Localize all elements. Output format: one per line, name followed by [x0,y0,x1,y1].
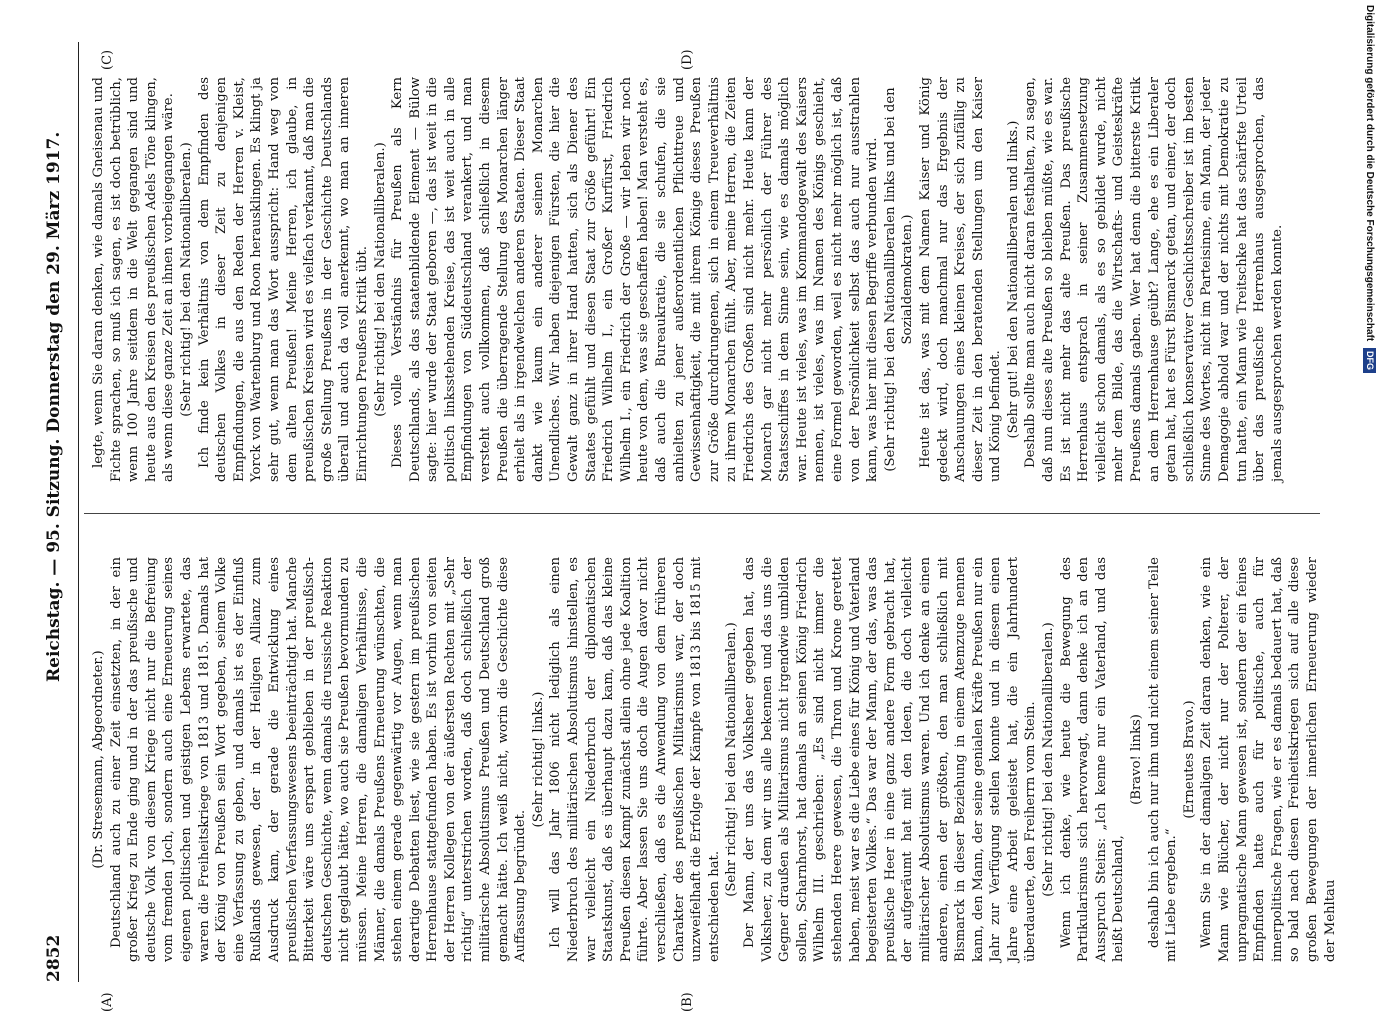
margin-mark-b: (B) [680,992,695,1012]
paragraph: (Erneutes Bravo.) [1181,700,1197,819]
paragraph: Dieses volle Verständnis für Preußen als Kern Deutschlands, als das staatenbildende Element — Bülow sagte: hier wurde der Staat geboren —, das ist weit in die politisch linksstehenden Kreise, das ist weit auch in alle Empfindungen von Süddeutschland verankert, und man versteht auch vollkommen, daß schließlich in diesem Preußen die überragende Stellung des Monarchen länger erhielt als in irgendwelchen anderen Staaten. Dieser Staat dankt wie kaum ein anderer seinen Monarchen Unendliches. Wir haben diejenigen Fürsten, die hier die Gewalt ganz in ihrer Hand hatten, sich als Diener des Staates gefühlt und diesen Staat zur Größe geführt! Ein Friedrich Wilhelm I., ein Großer Kurfürst, Friedrich Wilhelm I., ein Friedrich der Große — wir leben wir noch heute von dem, was sie geschaffen haben! Man versteht es, daß auch die Bureaukratie, die sie schufen, die sie anhielten zu jener außerordentlichen Pflichttreue und Gewissenhaftigkeit, die mit ihrem Könige dieses Preußen zur Größe durchdrungenen, sich in einem Treueverhältnis zu ihrem Monarchen fühlt. Aber, meine Herren, die Zeiten Friedrichs des Großen sind nicht mehr. Heute kann der Monarch gar nicht mehr persönlich der Führer des Staatsschiffes in dem Sinne sein, wie es damals möglich war. Heute ist vieles, was im Kommandogewalt des Kaisers nennen, ist vieles, was im Namen des Königs geschieht, eine Formel geworden, weil es nicht mehr möglich ist, daß von der Persönlichkeit selbst das auch nur ausstrahlen kann, was hier mit diesen Begriffe verbunden wird. [390,77,881,482]
page-title: Reichstag. — 95. Sitzung. Donnerstag den 29. März 1917. [44,131,64,682]
paragraph: (Sehr richtig! bei den Nationalliberalen.) [178,142,194,417]
dfg-sidebar [1360,5,1378,995]
paragraph: Heute ist das, was mit dem Namen Kaiser und König gedeckt wird, doch manchmal nur das Ergebnis der Anschauungen eines kleinen Kreises, der sich zufällig zu dieser Zeit in den beratenden Stellungen um den Kaiser und König befindet. [917,77,1004,482]
paragraph: (Sehr richtig! links.) [530,691,546,828]
rotated-text-block [40,42,1338,1012]
margin-mark-a: (A) [100,992,115,1012]
dfg-credit-text: Digitalisierung gefördert durch die Deutsche Forschungsgemeinschaft [1364,5,1375,342]
paragraph: Wenn Sie in der damaligen Zeit daran denken, wie ein Mann wie Blücher, der nicht nur der Polterer, der unpragmatische Mann gewesen ist, sondern der ein feines Empfinden hatte auch für politische, auch für innerpolitische Fragen, wie er es damals bedauert hat, daß so bald nach diesen Freiheitskriegen sich auf alle diese großen Bewegungen der innerlichen Erneuerung wieder der Mehltau [1199,557,1338,962]
paragraph: (Sehr gut! bei den Nationalliberalen und links.) [1005,120,1021,439]
paragraph: (Sehr richtig! bei den Nationalliberalen.) [1041,622,1057,897]
margin-mark-c: (C) [100,49,115,70]
paragraph: Deshalb sollte man auch nicht daran festhalten, zu sagen, daß nun dieses alte Preußen so bleiben müßte, wie es war. Es ist nicht mehr das alte Preußen. Das preußische Herrenhaus entsprach in seiner Zusammensetzung vielleicht schon damals, als es so gebildet wurde, nicht mehr dem Bilde, das die Wirtschafts- und Geisteskräfte Preußens damals gaben. Wer hat denn die bitterste Kritik an dem Herrenhause geübt? Lange, ehe es ein Liberaler getan hat, hat es Fürst Bismarck getan, und einer, der doch schließlich konservativer Geschichtsschreiber ist im besten Sinne des Wortes, nicht im Parteisinne, ein Mann, der jeder Demagogie abhold war und der nichts mit Demokratie zu tun hatte, ein Mann wie Treitschke hat das schärfste Urteil über das preußische Herrenhaus ausgesprochen, das jemals ausgesprochen werden konnte. [1023,77,1285,482]
margin-mark-d: (D) [680,49,695,70]
paragraph: Deutschland auch zu einer Zeit einsetzten, in der ein großer Krieg zu Ende ging und in der das preußische und deutsche Volk von diesem Kriege nicht nur die Befreiung vom fremden Joch, sondern auch eine Erneuerung seines eigenen politischen und geistigen Lebens erwartete, das waren die Freiheitskriege von 1813 und 1815. Damals hat der König von Preußen sein Wort gegeben, seinem Volke eine Verfassung zu geben, und damals ist es der Einfluß Rußlands gewesen, der in der Heiligen Allianz zum Ausdruck kam, der gerade die Entwicklung eines preußischen Verfassungswesens beeinträchtigt hat. Manche Bitterkeit wäre uns erspart geblieben in der preußisch-deutschen Geschichte, wenn damals die russische Reaktion nicht geglaubt hätte, wo auch sie Preußen bevormunden zu müssen. Meine Herren, die damaligen Verhältnisse, die Männer, die damals Preußens Erneuerung wünschten, die stehen einem gerade gegenwärtig vor Augen, wenn man derartige Debatten liest, wie sie gestern im preußischen Herrenhause stattgefunden haben. Es ist vorhin von seiten der Herren Kollegen von der äußersten Rechten mit „Sehr richtig“ unterstrichen worden, daß doch schließlich der militärische Absolutismus Preußen und Deutschland groß gemacht hätte. Ich weiß nicht, worin die Geschichte diese Auffassung begründet. [108,557,529,962]
paragraph: deshalb bin ich auch nur ihm und nicht einem seiner Teile mit Liebe ergeben.“ [1146,557,1180,962]
paragraph: (Sehr richtig! bei den Nationalliberalen.) [724,622,740,897]
column-divider [84,513,1320,514]
dfg-credit [1360,5,1378,995]
paragraph: (Bravo! links) [1129,714,1145,805]
paragraph: (Sehr richtig! bei den Nationalliberalen links und bei den Sozialdemokraten.) [882,87,916,472]
page-header [40,42,74,982]
paragraph: (Sehr richtig! bei den Nationalliberalen.) [372,142,388,417]
header-rule [78,42,79,982]
left-column [90,557,1339,962]
paragraph: (Dr. Stresemann, Abgeordneter.) [91,650,106,869]
right-column [90,77,1286,482]
paragraph: Ich will das Jahr 1806 nicht lediglich als einen Niederbruch des militärischen Absolutismus hinstellen, es war vielleicht ein Niederbruch der diplomatischen Staatskunst, daß es überhaupt dazu kam, daß das kleine Preußen diesen Kampf zunächst allein ohne jede Koalition führte. Aber lassen Sie uns doch die Augen davor nicht verschließen, daß es die Anwendung von dem früheren Charakter des preußischen Militarismus war, der doch unzweifelhaft die Erfolge der Kämpfe von 1813 bis 1815 mit entschieden hat. [548,557,722,962]
paragraph: legte, wenn Sie daran denken, wie damals Gneisenau und Fichte sprachen, so muß ich sagen, es ist doch betrüblich, wenn 100 Jahre seitdem in die Welt gegangen sind und heute aus den Kreisen des preußischen Adels Töne klingen, als wenn diese ganze Zeit an ihnen vorbeigegangen wäre. [91,77,177,482]
paragraph: Ich finde kein Verhältnis von dem Empfinden des deutschen Volkes in dieser Zeit zu denjenigen Empfindungen, die aus den Reden der Herren v. Kleist, Yorck von Wartenburg und Roon herausklingen. Es klingt ja sehr gut, wenn man das Wort ausspricht: Hand weg von dem alten Preußen! Meine Herren, ich glaube, in preußischen Kreisen wird es vielfach verkannt, daß man die große Stellung Preußens in der Geschichte Deutschlands überall und auch da voll anerkennt, wo man an inneren Einrichtungen Preußens Kritik übt. [196,77,370,482]
dfg-logo: DFG [1363,348,1376,373]
paragraph: Der Mann, der uns das Volksheer gegeben hat, das Volksheer, zu dem wir uns alle bekennen und das uns die Gegner draußen als Militarismus nicht irgendwie umbilden sollen, Scharnhorst, hat damals an seinen König Friedrich Wilhelm III. geschrieben: „Es sind nicht immer die stehenden Heere gewesen, die Thron und Krone gerettet haben, meist war es die Liebe eines für König und Vaterland begeisterten Volkes.“ Das war der Mann, der das, was das preußische Heer in eine ganz andere Form gebracht hat, der aufgeräumt hat mit den Ideen, die doch vielleicht militärischer Absolutismus waren. Und ich denke an einen anderen, einen der größten, den man schließlich mit Bismarck in dieser Beziehung in einem Atemzuge nennen kann, den Mann, der seine genialen Kräfte Preußen nur ein Jahr zur Verfügung stellen konnte und in diesem einen Jahre eine Arbeit geleistet hat, die ein Jahrhundert überdauerte, den Freiherrn vom Stein. [741,557,1039,962]
paragraph: Wenn ich denke, wie heute die Bewegung des Partikularismus sich hervorwagt, dann denke ich an den Ausspruch Steins: „Ich kenne nur ein Vaterland, und das heißt Deutschland, [1058,557,1127,962]
page-number: 2852 [44,934,64,982]
